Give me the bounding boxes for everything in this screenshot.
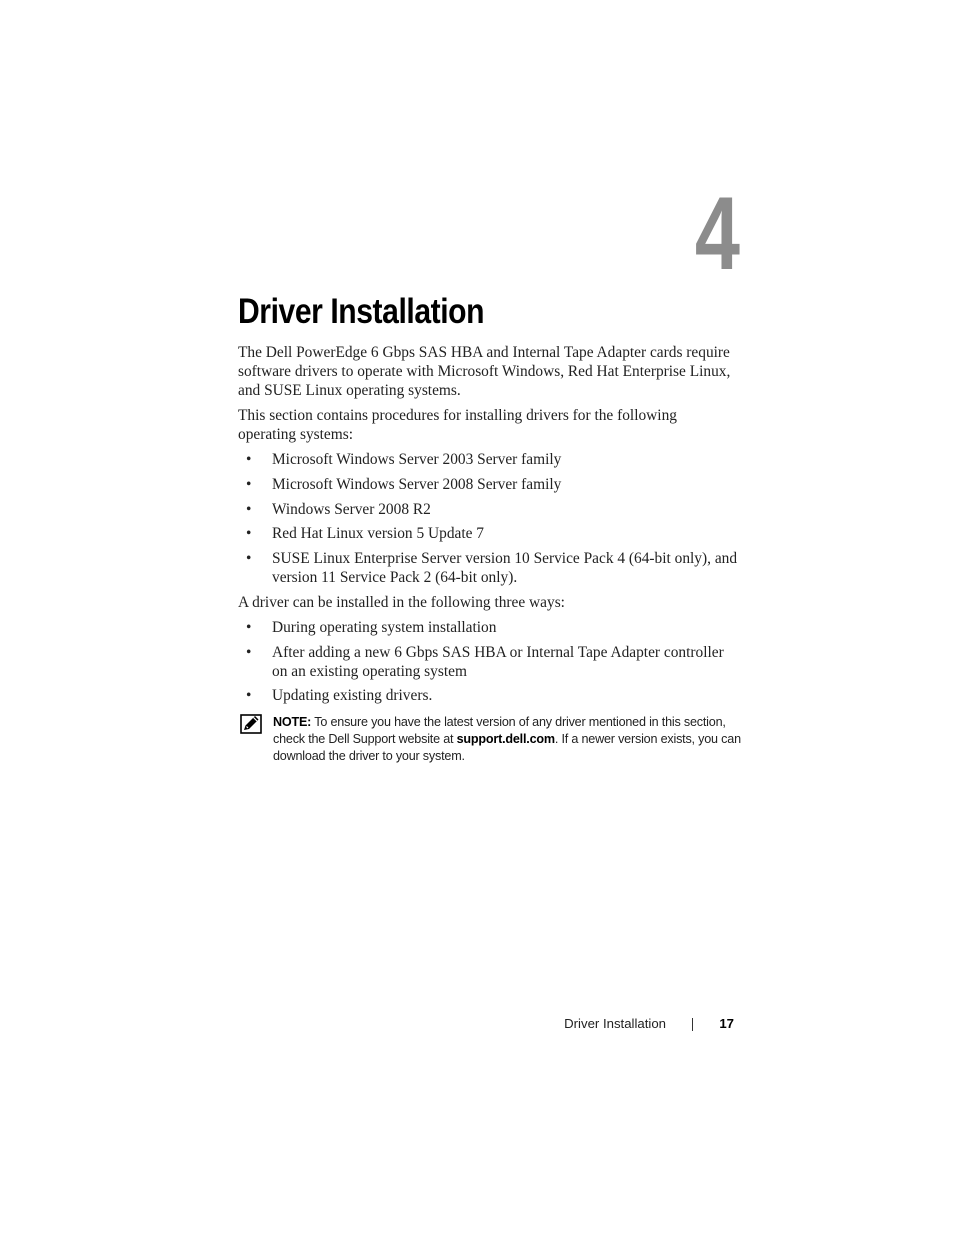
list-item-text: Red Hat Linux version 5 Update 7 (272, 525, 485, 543)
list-item-text: SUSE Linux Enterprise Server version 10 Service Pack 4 (64-bit only), and version 11 Service Pack 2 (64-bit only). (272, 550, 738, 586)
list-item-text: During operating system installation (272, 619, 497, 636)
note-body-start: To ensure you have the latest version of any driver mentioned in this section, check the Dell Support website at (273, 715, 726, 746)
list-item (238, 525, 738, 544)
list-item (238, 619, 738, 638)
bullet-icon: • (246, 550, 252, 568)
list-item-text: After adding a new 6 Gbps SAS HBA or Internal Tape Adapter controller on an existing operating system (272, 643, 724, 680)
list-item (238, 451, 738, 470)
page-number: 17 (719, 1016, 734, 1031)
bullet-icon: • (246, 475, 252, 493)
list-item (238, 501, 738, 520)
bullet-icon: • (246, 500, 252, 518)
footer-divider (692, 1018, 693, 1031)
note-pencil-icon (240, 714, 262, 734)
bullet-icon: • (246, 525, 252, 543)
os-list-intro: This section contains procedures for installing drivers for the following operating systems: (238, 407, 677, 443)
note-text (273, 714, 743, 765)
list-item (238, 644, 738, 682)
support-link[interactable]: support.dell.com (456, 732, 555, 746)
list-item-text: Updating existing drivers. (272, 687, 433, 705)
operating-systems-list (238, 451, 738, 594)
bullet-icon: • (246, 687, 252, 705)
install-ways-list (238, 619, 738, 712)
note-label: NOTE: (273, 715, 312, 729)
intro-paragraph: The Dell PowerEdge 6 Gbps SAS HBA and Internal Tape Adapter cards require software drivers to operate with Microsoft Windows, Red Hat Enterprise Linux, and SUSE Linux operating systems. (238, 344, 731, 399)
list-item (238, 687, 738, 706)
bullet-icon: • (246, 643, 252, 661)
page-title: Driver Installation (238, 292, 485, 331)
list-item (238, 476, 738, 495)
bullet-icon: • (246, 619, 252, 636)
chapter-number: 4 (694, 176, 740, 292)
page-footer (540, 1014, 736, 1034)
bullet-icon: • (246, 451, 252, 468)
note-body-end: . If a newer version exists, you can download the driver to your system. (273, 732, 741, 763)
list-item-text: Windows Server 2008 R2 (272, 500, 431, 518)
list-item (238, 550, 738, 588)
footer-section-title: Driver Installation (564, 1016, 666, 1031)
install-ways-intro: A driver can be installed in the following three ways: (238, 594, 565, 611)
list-item-text: Microsoft Windows Server 2008 Server family (272, 475, 562, 493)
list-item-text: Microsoft Windows Server 2003 Server family (272, 451, 562, 468)
